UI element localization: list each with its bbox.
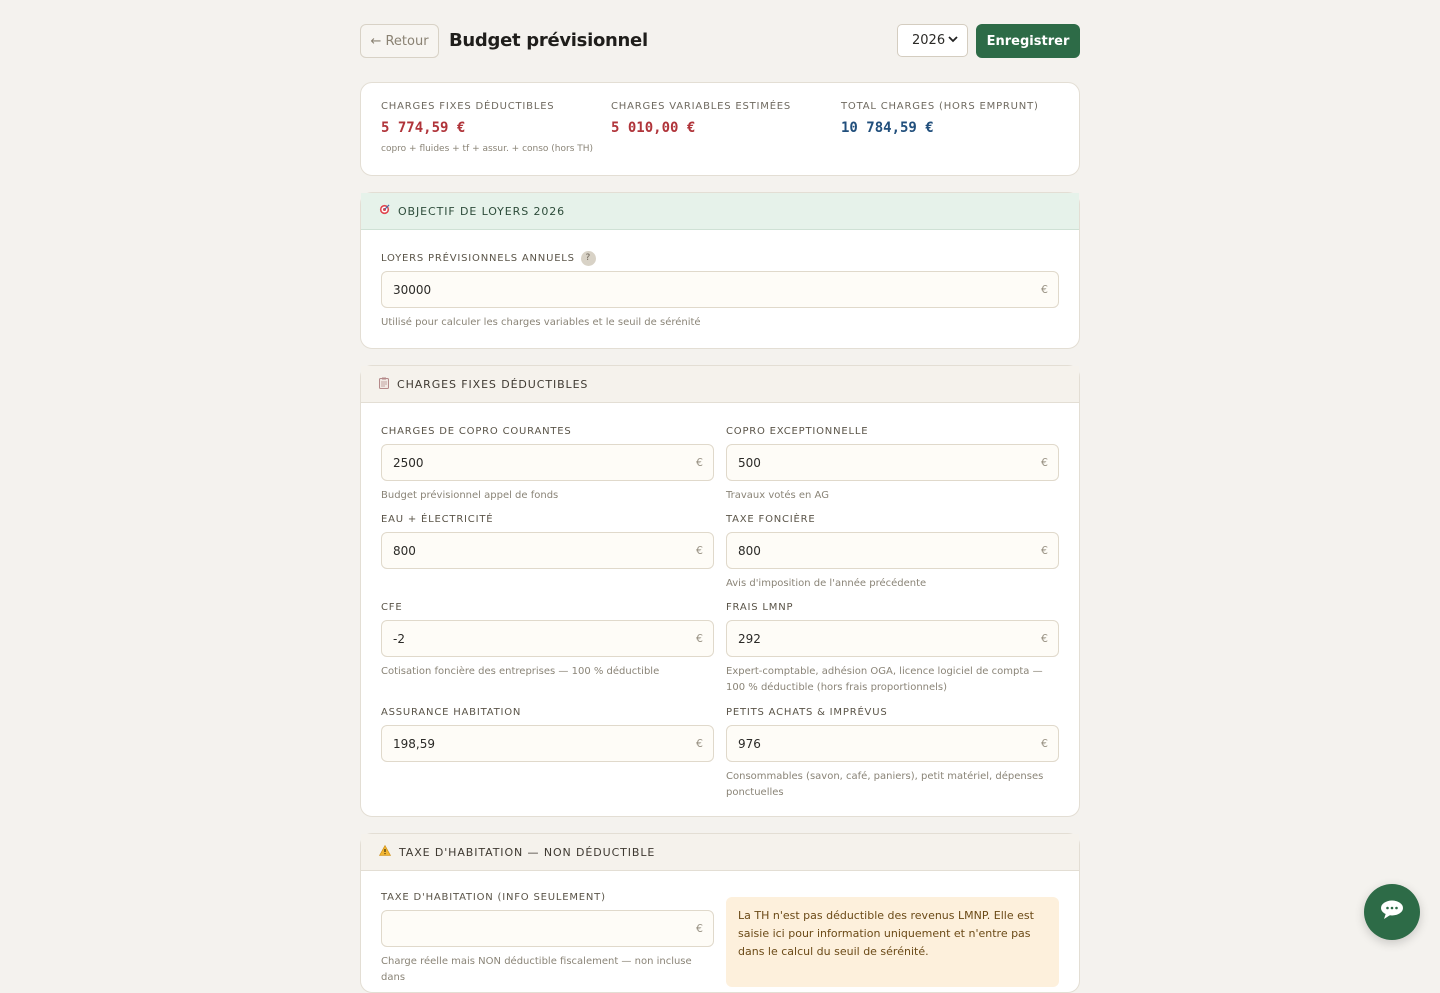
- copro-exceptional-input[interactable]: [726, 444, 1059, 481]
- budget-page: [360, 0, 1080, 983]
- euro-icon: €: [1041, 632, 1048, 645]
- insurance-value: 198,59: [393, 736, 435, 751]
- lmnp-fees-value: 292: [738, 631, 761, 646]
- housing-tax-header: [361, 834, 1079, 871]
- utilities-label: EAU + ÉLECTRICITÉ: [381, 513, 494, 525]
- small-purchases-help: Consommables (savon, café, paniers), petit matériel, dépenses ponctuelles: [726, 771, 1044, 798]
- property-tax-field: [726, 512, 1059, 592]
- copro-exceptional-value: 500: [738, 455, 761, 470]
- summary-variable-label: CHARGES VARIABLES ESTIMÉES: [611, 101, 792, 112]
- cfe-field: [381, 600, 714, 680]
- year-select[interactable]: [897, 24, 968, 57]
- chat-button[interactable]: [1364, 884, 1420, 940]
- small-purchases-input[interactable]: [726, 725, 1059, 762]
- page-title: Budget prévisionnel: [449, 30, 648, 51]
- euro-icon: €: [696, 922, 703, 935]
- housing-tax-help: Charge réelle mais NON déductible fiscalement — non incluse dans: [381, 956, 692, 983]
- utilities-field: [381, 512, 714, 569]
- euro-icon: €: [696, 737, 703, 750]
- fixed-charges-section: [360, 365, 1080, 817]
- summary-fixed-sub: copro + fluides + tf + assur. + conso (hors TH): [381, 144, 594, 154]
- lmnp-fees-field: [726, 600, 1059, 696]
- objective-section: [360, 192, 1080, 349]
- housing-tax-label: TAXE D'HABITATION (INFO SEULEMENT): [381, 891, 606, 903]
- euro-icon: €: [696, 544, 703, 557]
- summary-variable-value: 5 010,00 €: [611, 120, 696, 136]
- euro-icon: €: [1041, 456, 1048, 469]
- chevron-down-icon: [948, 33, 958, 48]
- summary-card: [360, 82, 1080, 176]
- euro-icon: €: [696, 456, 703, 469]
- fixed-charges-title: CHARGES FIXES DÉDUCTIBLES: [397, 377, 589, 391]
- euro-icon: €: [1041, 544, 1048, 557]
- copro-exceptional-help: Travaux votés en AG: [726, 490, 829, 501]
- euro-icon: €: [696, 632, 703, 645]
- property-tax-value: 800: [738, 543, 761, 558]
- back-button[interactable]: ← Retour: [360, 24, 439, 58]
- insurance-label: ASSURANCE HABITATION: [381, 706, 522, 718]
- summary-fixed-label: CHARGES FIXES DÉDUCTIBLES: [381, 101, 555, 112]
- cfe-value: -2: [393, 631, 405, 646]
- summary-total-value: 10 784,59 €: [841, 120, 934, 136]
- copro-exceptional-label: COPRO EXCEPTIONNELLE: [726, 425, 869, 437]
- housing-tax-input[interactable]: [381, 910, 714, 947]
- rent-label-text: LOYERS PRÉVISIONNELS ANNUELS: [381, 252, 575, 264]
- housing-tax-title: TAXE D'HABITATION — NON DÉDUCTIBLE: [399, 845, 656, 859]
- help-icon[interactable]: ?: [581, 251, 596, 266]
- year-select-value: 2026: [912, 33, 946, 48]
- fixed-charges-header: [361, 366, 1079, 403]
- summary-total-label: TOTAL CHARGES (HORS EMPRUNT): [841, 101, 1039, 112]
- objective-section-title: OBJECTIF DE LOYERS 2026: [398, 204, 566, 218]
- utilities-input[interactable]: [381, 532, 714, 569]
- rent-label: [381, 251, 1059, 265]
- small-purchases-field: [726, 705, 1059, 801]
- lmnp-fees-label: FRAIS LMNP: [726, 601, 794, 613]
- summary-variable: [611, 101, 791, 136]
- rent-input[interactable]: [381, 271, 1059, 308]
- property-tax-input[interactable]: [726, 532, 1059, 569]
- cfe-help: Cotisation foncière des entreprises — 100 % déductible: [381, 666, 660, 677]
- utilities-value: 800: [393, 543, 416, 558]
- cfe-input[interactable]: [381, 620, 714, 657]
- cfe-label: CFE: [381, 601, 403, 613]
- copro-label: CHARGES DE COPRO COURANTES: [381, 425, 572, 437]
- copro-help: Budget prévisionnel appel de fonds: [381, 490, 559, 501]
- save-button[interactable]: Enregistrer: [976, 24, 1080, 58]
- copro-input[interactable]: [381, 444, 714, 481]
- warning-icon: [379, 845, 391, 859]
- page-header: [360, 0, 1080, 82]
- housing-tax-section: [360, 833, 1080, 993]
- insurance-input[interactable]: [381, 725, 714, 762]
- copro-value: 2500: [393, 455, 424, 470]
- summary-fixed: [381, 101, 593, 154]
- euro-icon: €: [1041, 283, 1048, 296]
- target-icon: [379, 204, 390, 218]
- lmnp-fees-help: Expert-comptable, adhésion OGA, licence logiciel de compta — 100 % déductible (hors frais proportionnels): [726, 666, 1043, 693]
- copro-exceptional-field: [726, 424, 1059, 504]
- rent-help: Utilisé pour calculer les charges variables et le seuil de sérénité: [381, 317, 701, 328]
- small-purchases-value: 976: [738, 736, 761, 751]
- small-purchases-label: PETITS ACHATS & IMPRÉVUS: [726, 706, 888, 718]
- objective-section-header: [361, 193, 1079, 230]
- rent-field: [381, 251, 1059, 331]
- housing-tax-info: La TH n'est pas déductible des revenus LMNP. Elle est saisie ici pour information uniquement et n'entre pas dans le calcul du seuil de sérénité.: [726, 897, 1059, 987]
- summary-fixed-value: 5 774,59 €: [381, 120, 466, 136]
- housing-tax-field: [381, 890, 714, 986]
- insurance-field: [381, 705, 714, 762]
- euro-icon: €: [1041, 737, 1048, 750]
- property-tax-help: Avis d'imposition de l'année précédente: [726, 578, 927, 589]
- summary-total: [841, 101, 1039, 136]
- lmnp-fees-input[interactable]: [726, 620, 1059, 657]
- rent-input-value: 30000: [393, 282, 432, 297]
- copro-field: [381, 424, 714, 504]
- chat-bubble-icon: [1379, 899, 1405, 925]
- clipboard-icon: [379, 377, 389, 392]
- property-tax-label: TAXE FONCIÈRE: [726, 513, 816, 525]
